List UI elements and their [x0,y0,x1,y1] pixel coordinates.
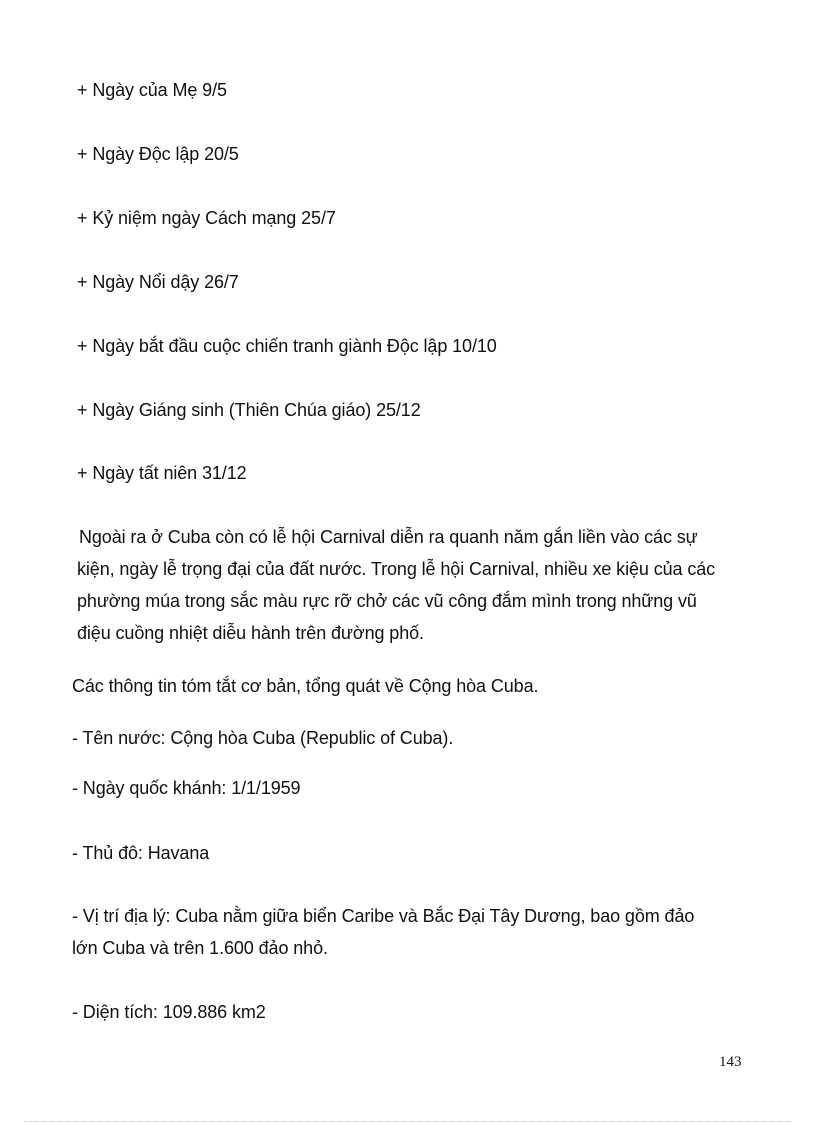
paragraph-line: - Vị trí địa lý: Cuba nằm giữa biển Caribe và Bắc Đại Tây Dương, bao gồm đảo [72,906,695,926]
fact-capital: - Thủ đô: Havana [72,843,210,863]
paragraph-line: Ngoài ra ở Cuba còn có lễ hội Carnival diễn ra quanh năm gắn liền vào các sự [79,527,698,547]
holiday-item: + Ngày Độc lập 20/5 [77,144,239,164]
fact-area: - Diện tích: 109.886 km2 [72,1002,266,1022]
holiday-item: + Ngày của Mẹ 9/5 [77,80,227,100]
holiday-item: + Ngày tất niên 31/12 [77,463,247,483]
holiday-item: + Ngày Giáng sinh (Thiên Chúa giáo) 25/12 [77,400,421,420]
paragraph-line: phường múa trong sắc màu rực rỡ chở các vũ công đắm mình trong những vũ [77,591,697,611]
paragraph-line: kiện, ngày lễ trọng đại của đất nước. Trong lễ hội Carnival, nhiều xe kiệu của các [77,559,716,579]
fact-location [72,900,694,964]
page-bottom-rule [24,1121,792,1122]
holiday-item: + Kỷ niệm ngày Cách mạng 25/7 [77,208,336,228]
paragraph-line: điệu cuồng nhiệt diễu hành trên đường phố. [77,623,424,643]
fact-country-name: - Tên nước: Cộng hòa Cuba (Republic of Cuba). [72,728,454,748]
summary-intro: Các thông tin tóm tắt cơ bản, tổng quát về Cộng hòa Cuba. [72,676,539,696]
holiday-item: + Ngày bắt đầu cuộc chiến tranh giành Độc lập 10/10 [77,336,497,356]
holiday-item: + Ngày Nổi dậy 26/7 [77,272,239,292]
page-number: 143 [719,1054,742,1070]
paragraph-line: lớn Cuba và trên 1.600 đảo nhỏ. [72,938,328,958]
fact-national-day: - Ngày quốc khánh: 1/1/1959 [72,778,301,798]
carnival-paragraph [77,521,715,649]
